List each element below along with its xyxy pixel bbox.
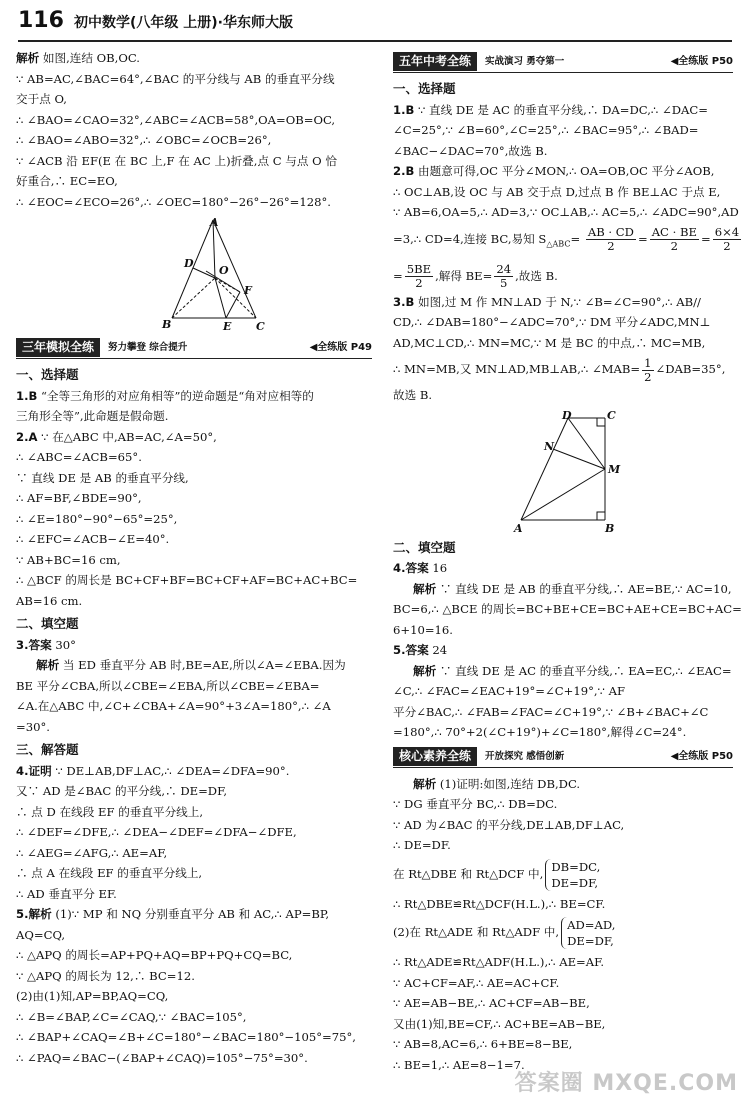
solve-be-line: = $\frac{5BE}{2}$ ,解得 BE= $\frac{24}{5}$ ,故选 B.	[393, 262, 558, 291]
book-title: 初中数学(八年级 上册)·华东师大版	[74, 15, 293, 31]
line-text: ∴ AF=BF,∠BDE=90°,	[16, 491, 142, 505]
text-line: ∴ Rt△DBE≌Rt△DCF(H.L.),∴ BE=CF.	[393, 896, 606, 911]
label-D: D	[184, 257, 194, 270]
text-line	[393, 681, 733, 702]
band-slogan: 努力攀登 综合提升	[108, 342, 188, 353]
line-text: ∴ ∠BAO=∠ABO=32°,∴ ∠OBC=∠OCB=26°,	[16, 133, 272, 147]
line-label: 1.B	[16, 388, 38, 403]
text-line	[393, 815, 733, 836]
line-text: ∠BAC−∠DAC=70°,故选 B.	[393, 143, 548, 158]
text-line	[393, 835, 733, 856]
page-header	[18, 8, 732, 38]
text-line	[393, 599, 742, 620]
line-label: 1.B	[393, 102, 415, 117]
line-text: ∵ AC+CF=AF,∴ AE=AC+CF.	[393, 975, 560, 990]
line-text: ∵ 直线 DE 是 AC 的垂直平分线,∴ EA=EC,∴ ∠EAC=	[439, 663, 732, 678]
text-line	[393, 161, 733, 182]
band-page-ref: ◀全练版 P50	[670, 56, 733, 67]
text-line	[16, 1048, 372, 1069]
line-text: ∴ 点 A 在线段 EF 的垂直平分线上,	[16, 866, 203, 880]
line-text: ∵ 直线 DE 是 AB 的垂直平分线,∴ AE=BE,∵ AC=10,	[439, 581, 732, 596]
text-line	[16, 655, 372, 676]
solution-block-core	[393, 774, 733, 856]
fraction: $\frac{AC \cdot BE}{2}$	[651, 225, 697, 253]
text-line	[393, 661, 733, 682]
line-text: ∵ △APQ 的周长为 12,∴ BC=12.	[16, 968, 195, 983]
line-text: ∵ AB=8,AC=6,∴ 6+BE=8−BE,	[393, 1037, 573, 1052]
heading-fill: 二、填空题	[16, 616, 79, 631]
text-line	[393, 1034, 733, 1055]
line-label: 解析	[413, 663, 437, 678]
header-rule	[18, 40, 732, 42]
text-line	[16, 386, 372, 407]
solution-block-choice	[16, 386, 372, 612]
line-text: 好重合,∴ EC=EO,	[16, 174, 118, 188]
brace-system-1: 在 Rt△DBE 和 Rt△DCF 中, DB=DC, DE=DF,	[393, 859, 601, 890]
line-label: 解析	[16, 51, 40, 65]
line-text: ∴ △BCF 的周长是 BC+CF+BF=BC+CF+AF=BC+AC+BC=	[16, 573, 358, 587]
text-line	[16, 904, 372, 925]
text-line	[16, 863, 372, 884]
line-text: 6+10=16.	[393, 622, 453, 637]
line-text: =180°,∴ 70°+2(∠C+19°)+∠C=180°,解得∠C=24°.	[393, 725, 687, 740]
label-O: O	[219, 264, 229, 277]
band-tag: 三年模拟全练	[16, 338, 100, 357]
text-line	[393, 141, 733, 162]
segment-AD	[521, 418, 568, 520]
section-band-core	[393, 747, 733, 768]
line-text: 三角形全等”,此命题是假命题.	[16, 409, 169, 423]
line-text: ∠C,∴ ∠FAC=∠EAC+19°=∠C+19°,∵ AF	[393, 684, 626, 699]
text-line	[393, 794, 733, 815]
line-text: ∴ ∠E=180°−90°−65°=25°,	[16, 511, 178, 526]
line-text: BE 平分∠CBA,所以∠CBE=∠EBA,所以∠CBE=∠EBA=	[16, 678, 320, 693]
watermark: 答案圈 MXQE.COM	[514, 1071, 738, 1096]
label-C: C	[607, 408, 616, 422]
text-line	[393, 640, 733, 661]
text-line	[16, 468, 372, 489]
line-text: ∵ AB=6,OA=5,∴ AD=3,∵ OC⊥AB,∴ AC=5,∴ ∠ADC=90°,AD	[393, 205, 739, 219]
band-tag: 核心素养全练	[393, 747, 477, 766]
section-band-three-year	[16, 338, 372, 359]
line-text: ∵ 直线 DE 是 AC 的垂直平分线,∴ DA=DC,∴ ∠DAC=	[418, 102, 708, 117]
label-M: M	[608, 462, 621, 476]
text-line	[393, 182, 733, 203]
line-text: ∴ DE=DF.	[393, 838, 451, 853]
line-label: 4.证明	[16, 763, 52, 778]
line-text: ∴ ∠BAO=∠CAO=32°,∠ABC=∠ACB=58°,OA=OB=OC,	[16, 112, 336, 127]
text-line	[393, 202, 739, 223]
segment-AM	[521, 469, 605, 520]
label-E: E	[223, 320, 232, 333]
text-line	[16, 635, 372, 656]
line-label: 3.B	[393, 294, 415, 309]
label-F: F	[244, 284, 252, 297]
line-label: 解析	[36, 658, 60, 672]
label-A: A	[514, 521, 523, 535]
text-line	[393, 100, 733, 121]
text-line	[16, 591, 372, 612]
text-line	[16, 676, 372, 697]
line-text: AQ=CQ,	[16, 927, 66, 942]
band-page-ref: ◀全练版 P50	[670, 750, 733, 762]
line-text: 16	[432, 561, 448, 576]
heading-fill: 二、填空题	[393, 539, 456, 555]
line-text: (1)证明:如图,连结 DB,DC.	[439, 776, 581, 791]
line-text: ∴ 点 D 在线段 EF 的垂直平分线上,	[16, 804, 204, 819]
text-line	[393, 973, 733, 994]
line-text: 如图,连结 OB,OC.	[42, 51, 140, 65]
text-line	[393, 1014, 733, 1035]
line-text: 又∵ AD 是∠BAC 的平分线,∴ DE=DF,	[16, 784, 228, 798]
text-line	[393, 993, 733, 1014]
line-text: ∵ AD 为∠BAC 的平分线,DE⊥AB,DF⊥AC,	[393, 817, 625, 832]
line-text: (2)由(1)知,AP=BP,AQ=CQ,	[16, 989, 169, 1003]
text-line	[393, 774, 733, 795]
text-line	[16, 843, 372, 864]
line-text: 当 ED 垂直平分 AB 时,BE=AE,所以∠A=∠EBA.因为	[62, 658, 346, 672]
line-text: ∴ ∠EFC=∠ACB−∠E=40°.	[16, 532, 170, 546]
solution-block-intro	[16, 48, 372, 212]
heading-choice: 一、选择题	[393, 81, 456, 96]
line-text: ∴ ∠EOC=∠ECO=26°,∴ ∠OEC=180°−26°−26°=128°.	[16, 194, 331, 209]
solution-block-choice	[393, 100, 739, 223]
text-line	[393, 558, 733, 579]
heading-choice: 一、选择题	[16, 367, 79, 382]
text-line	[16, 550, 372, 571]
solution-block-core-end	[393, 952, 733, 1075]
line-text: BC=6,∴ △BCE 的周长=BC+BE+CE=BC+AE+CE=BC+AC=	[393, 602, 742, 617]
line-text: ∵ ∠ACB 沿 EF(E 在 BC 上,F 在 AC 上)折叠,点 C 与点 O 恰	[16, 153, 337, 168]
line-text: “全等三角形的对应角相等”的逆命题是“角对应相等的	[41, 388, 314, 403]
right-angle-B	[597, 512, 605, 520]
text-line	[16, 447, 372, 468]
line-text: AB=16 cm.	[16, 593, 83, 608]
text-line	[16, 69, 372, 90]
line-text: 30°	[55, 637, 76, 652]
line-label: 4.答案	[393, 561, 429, 576]
line-text: CD,∴ ∠DAB=180°−∠ADC=70°,∵ DM 平分∠ADC,MN⊥	[393, 315, 711, 330]
line-text: ∴ ∠BAP+∠CAQ=∠B+∠C=180°−∠BAC=180°−105°=75°,	[16, 1030, 356, 1044]
fraction: $\frac{6\times 4}{2}$	[714, 225, 740, 253]
text-line	[16, 717, 372, 738]
label-C: C	[256, 320, 265, 333]
text-line	[393, 333, 733, 354]
line-text: ∠A.在△ABC 中,∠C+∠CBA+∠A=90°+3∠A=180°,∴ ∠A	[16, 699, 331, 713]
fraction: $\frac{5BE}{2}$	[406, 262, 432, 291]
line-text: ∴ Rt△ADE≌Rt△ADF(H.L.),∴ AE=AF.	[393, 955, 605, 970]
line-text: 如图,过 M 作 MN⊥AD 于 N,∵ ∠B=∠C=90°,∴ AB//	[418, 294, 701, 309]
text-line	[393, 120, 733, 141]
line-label: 5.解析	[16, 907, 52, 921]
text-line	[393, 579, 733, 600]
text-line	[16, 570, 372, 591]
line-text: ∴ ∠ABC=∠ACB=65°.	[16, 450, 142, 464]
line-label: 3.答案	[16, 637, 52, 652]
line-text: ∵ 直线 DE 是 AB 的垂直平分线,	[16, 470, 189, 485]
band-slogan: 开放探究 感悟创新	[485, 750, 565, 762]
line-label: 解析	[413, 581, 437, 596]
right-column	[393, 48, 742, 1103]
segment-OE	[215, 278, 226, 318]
line-label: 2.A	[16, 429, 38, 444]
text-line	[16, 406, 372, 427]
band-page-ref: ◀全练版 P49	[309, 342, 372, 353]
text-line	[16, 1027, 372, 1048]
line-text: ∵ AB=AC,∠BAC=64°,∠BAC 的平分线与 AB 的垂直平分线	[16, 71, 335, 86]
text-line	[16, 89, 372, 110]
line-text: 交于点 O,	[16, 92, 67, 106]
band-slogan: 实战演习 勇夺第一	[485, 56, 565, 67]
text-line	[16, 761, 372, 782]
perpendicular-bisector-DO	[193, 268, 215, 278]
text-line	[16, 945, 372, 966]
line-text: ∵ DG 垂直平分 BC,∴ DB=DC.	[393, 797, 558, 812]
text-line	[393, 620, 733, 641]
text-line	[16, 130, 372, 151]
area-equation-line: =3,∴ CD=4,连接 BC,易知 $S_{\triangle ABC}=$ $\frac{AB \cdot CD}{2}$ = $\frac{AC \cdot BE}{2}$ = $\frac{6\times 4}{2}$	[393, 225, 740, 253]
page-number: 116	[18, 8, 64, 33]
line-text: ∴ AD 垂直平分 EF.	[16, 886, 117, 901]
text-line	[16, 151, 372, 172]
line-text: 24	[432, 643, 448, 658]
band-tag: 五年中考全练	[393, 52, 477, 71]
line-text: ∴ ∠AEG=∠AFG,∴ AE=AF,	[16, 845, 168, 860]
line-text: ∵ AB+BC=16 cm,	[16, 552, 121, 567]
text-line	[16, 427, 372, 448]
line-text: 平分∠BAC,∴ ∠FAB=∠FAC=∠C+19°,∵ ∠B+∠BAC+∠C	[393, 704, 709, 719]
line-text: ∴ ∠DEF=∠DFE,∴ ∠DEA−∠DEF=∠DFA−∠DFE,	[16, 825, 297, 839]
line-label: 解析	[413, 776, 437, 791]
heading-answer: 三、解答题	[16, 742, 79, 757]
text-line	[393, 312, 733, 333]
angle-mab-line: ∴ MN=MB,又 MN⊥AD,MB⊥AB,∴ ∠MAB= $\frac{1}{2}$ ∠DAB=35°,	[393, 355, 726, 384]
fraction: $\frac{24}{5}$	[496, 262, 512, 291]
text-line	[16, 986, 372, 1007]
text-line	[16, 696, 372, 717]
text-line	[16, 488, 372, 509]
line-text: ∴ ∠B=∠BAP,∠C=∠CAQ,∵ ∠BAC=105°,	[16, 1009, 247, 1024]
line-text: AD,MC⊥CD,∴ MN=MC,∵ M 是 BC 的中点,∴ MC=MB,	[393, 335, 706, 350]
line-text: ∵ AE=AB−BE,∴ AC+CF=AB−BE,	[393, 996, 590, 1011]
line-text: ∵ 在△ABC 中,AB=AC,∠A=50°,	[41, 429, 217, 444]
text-line	[16, 192, 372, 213]
label-B: B	[605, 521, 615, 535]
solution-block-q3	[393, 292, 733, 354]
label-A: A	[210, 216, 219, 229]
brace: DB=DC, DE=DF,	[545, 859, 600, 891]
text-line	[16, 966, 372, 987]
triangle-fold-figure	[16, 216, 372, 334]
line-label: 2.B	[393, 164, 415, 178]
segment-OB	[172, 278, 215, 318]
line-label: 5.答案	[393, 643, 429, 658]
text-line	[16, 110, 372, 131]
text-line	[393, 952, 733, 973]
fraction: $\frac{AB \cdot CD}{2}$	[587, 225, 634, 253]
text-line	[16, 171, 372, 192]
text-line	[393, 722, 733, 743]
text-line	[393, 702, 733, 723]
solution-block-fill	[16, 635, 372, 738]
text-line	[16, 884, 372, 905]
text-line: 故选 B.	[393, 388, 433, 403]
line-text: ∴ BE=1,∴ AE=8−1=7.	[393, 1057, 525, 1072]
label-B: B	[162, 318, 172, 331]
text-line	[16, 802, 372, 823]
text-line	[16, 529, 372, 550]
line-text: ∠C=25°,∵ ∠B=60°,∠C=25°,∴ ∠BAC=95°,∴ ∠BAD=	[393, 123, 699, 137]
text-line	[16, 509, 372, 530]
right-angle-C	[597, 418, 605, 426]
brace: AD=AD, DE=DF,	[561, 917, 615, 949]
solution-block-fill	[393, 558, 742, 743]
line-text: ∴ △APQ 的周长=AP+PQ+AQ=BP+PQ+CQ=BC,	[16, 948, 293, 962]
left-column	[16, 48, 372, 1103]
label-N: N	[544, 439, 555, 453]
line-text: 由题意可得,OC 平分∠MON,∴ OA=OB,OC 平分∠AOB,	[418, 164, 715, 178]
text-line	[16, 48, 372, 69]
line-text: (1)∵ MP 和 NQ 分别垂直平分 AB 和 AC,∴ AP=BP,	[55, 907, 330, 921]
line-text: ∵ DE⊥AB,DF⊥AC,∴ ∠DEA=∠DFA=90°.	[55, 763, 290, 778]
fraction: $\frac{1}{2}$	[644, 355, 652, 384]
text-line	[16, 781, 372, 802]
solution-block-answer	[16, 761, 372, 1069]
label-D: D	[562, 408, 572, 422]
text-line	[393, 292, 733, 313]
line-text: 又由(1)知,BE=CF,∴ AC+BE=AB−BE,	[393, 1016, 606, 1031]
section-band-five-year	[393, 52, 733, 73]
line-text: ∴ ∠PAQ=∠BAC−(∠BAP+∠CAQ)=105°−75°=30°.	[16, 1050, 308, 1065]
trapezoid-figure	[393, 410, 733, 534]
text-line	[16, 1007, 372, 1028]
line-text: =30°.	[16, 719, 50, 734]
text-line	[16, 822, 372, 843]
line-text: ∴ OC⊥AB,设 OC 与 AB 交于点 D,过点 B 作 BE⊥AC 于点 E,	[393, 184, 721, 199]
brace-system-2: (2)在 Rt△ADE 和 Rt△ADF 中, AD=AD, DE=DF,	[393, 918, 616, 949]
text-line	[16, 925, 372, 946]
